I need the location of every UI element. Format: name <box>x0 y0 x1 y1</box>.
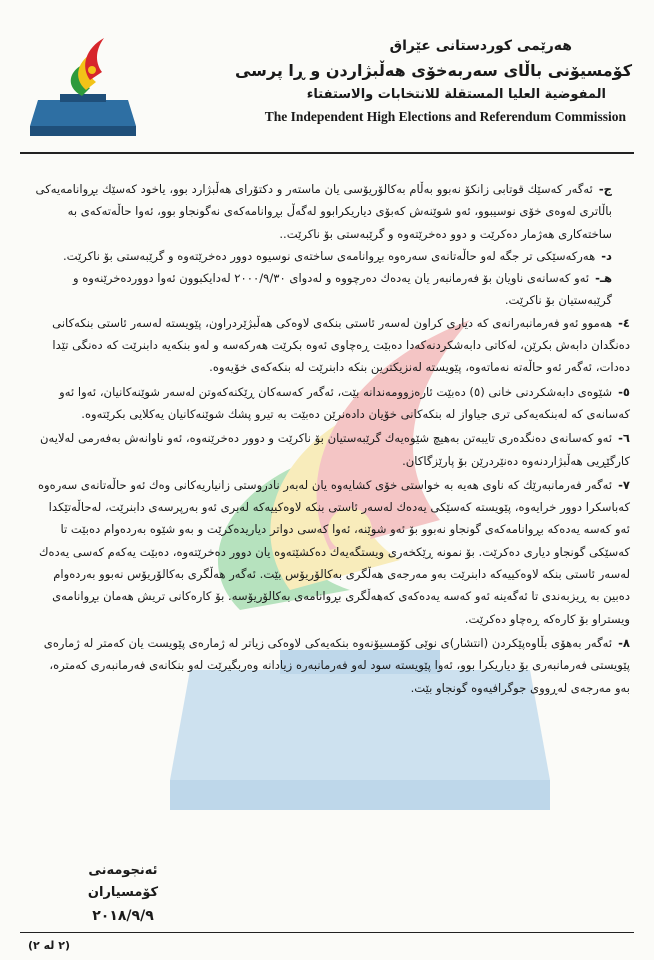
page-number: (٢ لە ٢) <box>28 939 70 952</box>
commission-name-arabic: المفوضية العليا المستقلة للانتخابات والاستفتاء <box>306 87 606 102</box>
header-divider <box>20 152 634 154</box>
commission-logo <box>24 30 142 142</box>
clause-e: هـ-ئەو كەسانەی ناویان بۆ فەرمانبەر یان یەدەك دەرچووە و لەدوای ٢٠٠٠/٩/٣٠ لەدایكبوون ئەوا دووردەخرێنەوە و گرێبەستیان بۆ ناكرێت. <box>72 271 612 308</box>
clause-8: ٨-ئەگەر بەهۆی بڵاوەپێكردن (انتشار)ی نوێی كۆمسیۆنەوە بنكەیەكی لاوەكی زیاتر لە ژمارەی پێویست یان كەمتر لە ژمارەی پێویستی فەرمانبەری بۆ دیاریكرا بوو، ئەوا پێویستە سود لەو فەرمانبەرە زیادانە وەربگیرێت لەو بنكانەی فەرمانبەری كەمترە، بەو مەرجەی لەڕووی جوگرافیەوە گونجاو بێت. <box>43 635 630 695</box>
clause-c: ج-ئەگەر کەسێك قوتابی زانكۆ نەبوو بەڵام بەكالۆریۆسی یان ماستەر و دكتۆرای هەڵبژارد بوو، یاخود كەسێك بڕوانامەیەكی باڵاتری لەوەی خۆی نوسیبوو، ئەو شوێنەش كەبۆی دیاریكرابوو لەگەڵ بڕوانامەكەی نەگونجاو بوو، ئەوا حاڵەتەكەی بە ساختەكاری هەژمار دەكرێت و دوو دەخرێتەوە و گرێبەستی بۆ ناكرێت.. <box>35 182 612 241</box>
clause-5: ٥-شێوەی دابەشكردنی خانی (٥) دەبێت ئارەزوومەندانە بێت، ئەگەر كەسەكان ڕێكنەكەوتن لەسەر شوێنەكانیان، ئەوا ئەو كەسانەی كە لەبنكەیەكی تری جیاواز لە بنكەكانی خۆیان دادەنرێن دەبێت بە تیرو پشك شوێنەكانیان یەكلایی بكرێتەوە. <box>59 384 630 421</box>
clause-d: د-هەركەسێكی تر جگە لەو حاڵەتانەی سەرەوە بڕوانامەی ساختەی نوسیوە دوور دەخرێتەوە و گرێبەستی بۆ ناكرێت. <box>62 248 612 263</box>
clause-7: ٧-ئەگەر فەرمانبەرێك كە ناوی هەیە بە خواستی خۆی كشایەوە یان لەبەر نادروستی زانیاریەكانی وەك ئەو حاڵەتانەی سەرەوە كەباسكرا دوور خرایەوە، پێویستە كەسێكی یەدەك لەسەر ئاستی بنكە لاوەكییەكە لەبری ئەو بەرپرسەی دابنرێت، لەحاڵەتێكدا ئەو كەسە یەدەكە بڕوانامەكەی گونجاو نەبوو بۆ ئەو شوێنە، ئەوا كەسی دواتر دیاریدەكرێت و بەو شێوە بەردەوام دەبێت تا كەسێكی گونجاو دیاری دەكرێت. بۆ نمونە ڕێكخەری ویستگەیەك دەكشێتەوە یان دوور دەخرێتەوە، دەبێت یەكەم كەسی یەدەك لەسەر ئاستی بنكە لاوەكییەكە دابنرێت بەو مەرجەی هەڵگری بەكالۆریۆس بێت. ئەگەر هەڵگری بەكالۆریۆس نەبوو بەردەوام دەبین بە ڕیزبەندی تا ئەگەینە ئەو كەسە یەدەكەی كەهەڵگری بڕوانامەی بەكالۆریۆسە. بۆ كارەكانی تریش هەمان بڕوانامەی ویستراو بۆ كارەكە ڕەچاو دەكرێت. <box>37 477 630 626</box>
clause-4: ٤-هەموو ئەو فەرمانبەرانەی كە دیاری كراون لەسەر ئاستی بنكەی لاوەكی هەڵبژێردراون، پێویستە لەسەر ئاستی بنكەكانی دەنگدان دابەش بكرێن، لەكاتی دابەشكردنەكەدا دەبێت ڕەچاوی ئەوە بكرێت هەركەسە و لەو بنكەیە دابنرێت كە دەنگی تێدا دەدات، ئەگەر ئەو حاڵەتە نەماتەوە، پێویستە لەنزیكترین بنكە دابنرێت لە بنكەكەی خۆیەوە. <box>52 315 630 375</box>
commission-name-english: The Independent High Elections and Referendum Commission <box>264 109 626 124</box>
region-name: هەرێمی كوردستانی عێراق <box>389 38 572 54</box>
commission-name-kurdish: كۆمسیۆنی باڵای سەربەخۆی هەڵبژاردن و ڕا پرسی <box>234 61 632 80</box>
signature-title: ئەنجومەنی كۆمسیاران <box>87 863 159 900</box>
document-body <box>34 178 630 701</box>
letterhead <box>0 0 654 150</box>
clause-6: ٦-ئەو كەسانەی دەنگدەری تایبەتن بەهیچ شێوەیەك گرێبەستیان بۆ ناكرێت و دوور دەخرێنەوە، ئەو ناوانەش بەفەرمی لەلایەن كارگێڕیی هەڵبژاردنەوە دەنێردرێن بۆ پارێزگاكان. <box>39 431 630 468</box>
footer-divider <box>20 932 634 933</box>
signature-block <box>68 860 178 928</box>
signature-date: ٢٠١٨/٩/٩ <box>92 908 154 924</box>
